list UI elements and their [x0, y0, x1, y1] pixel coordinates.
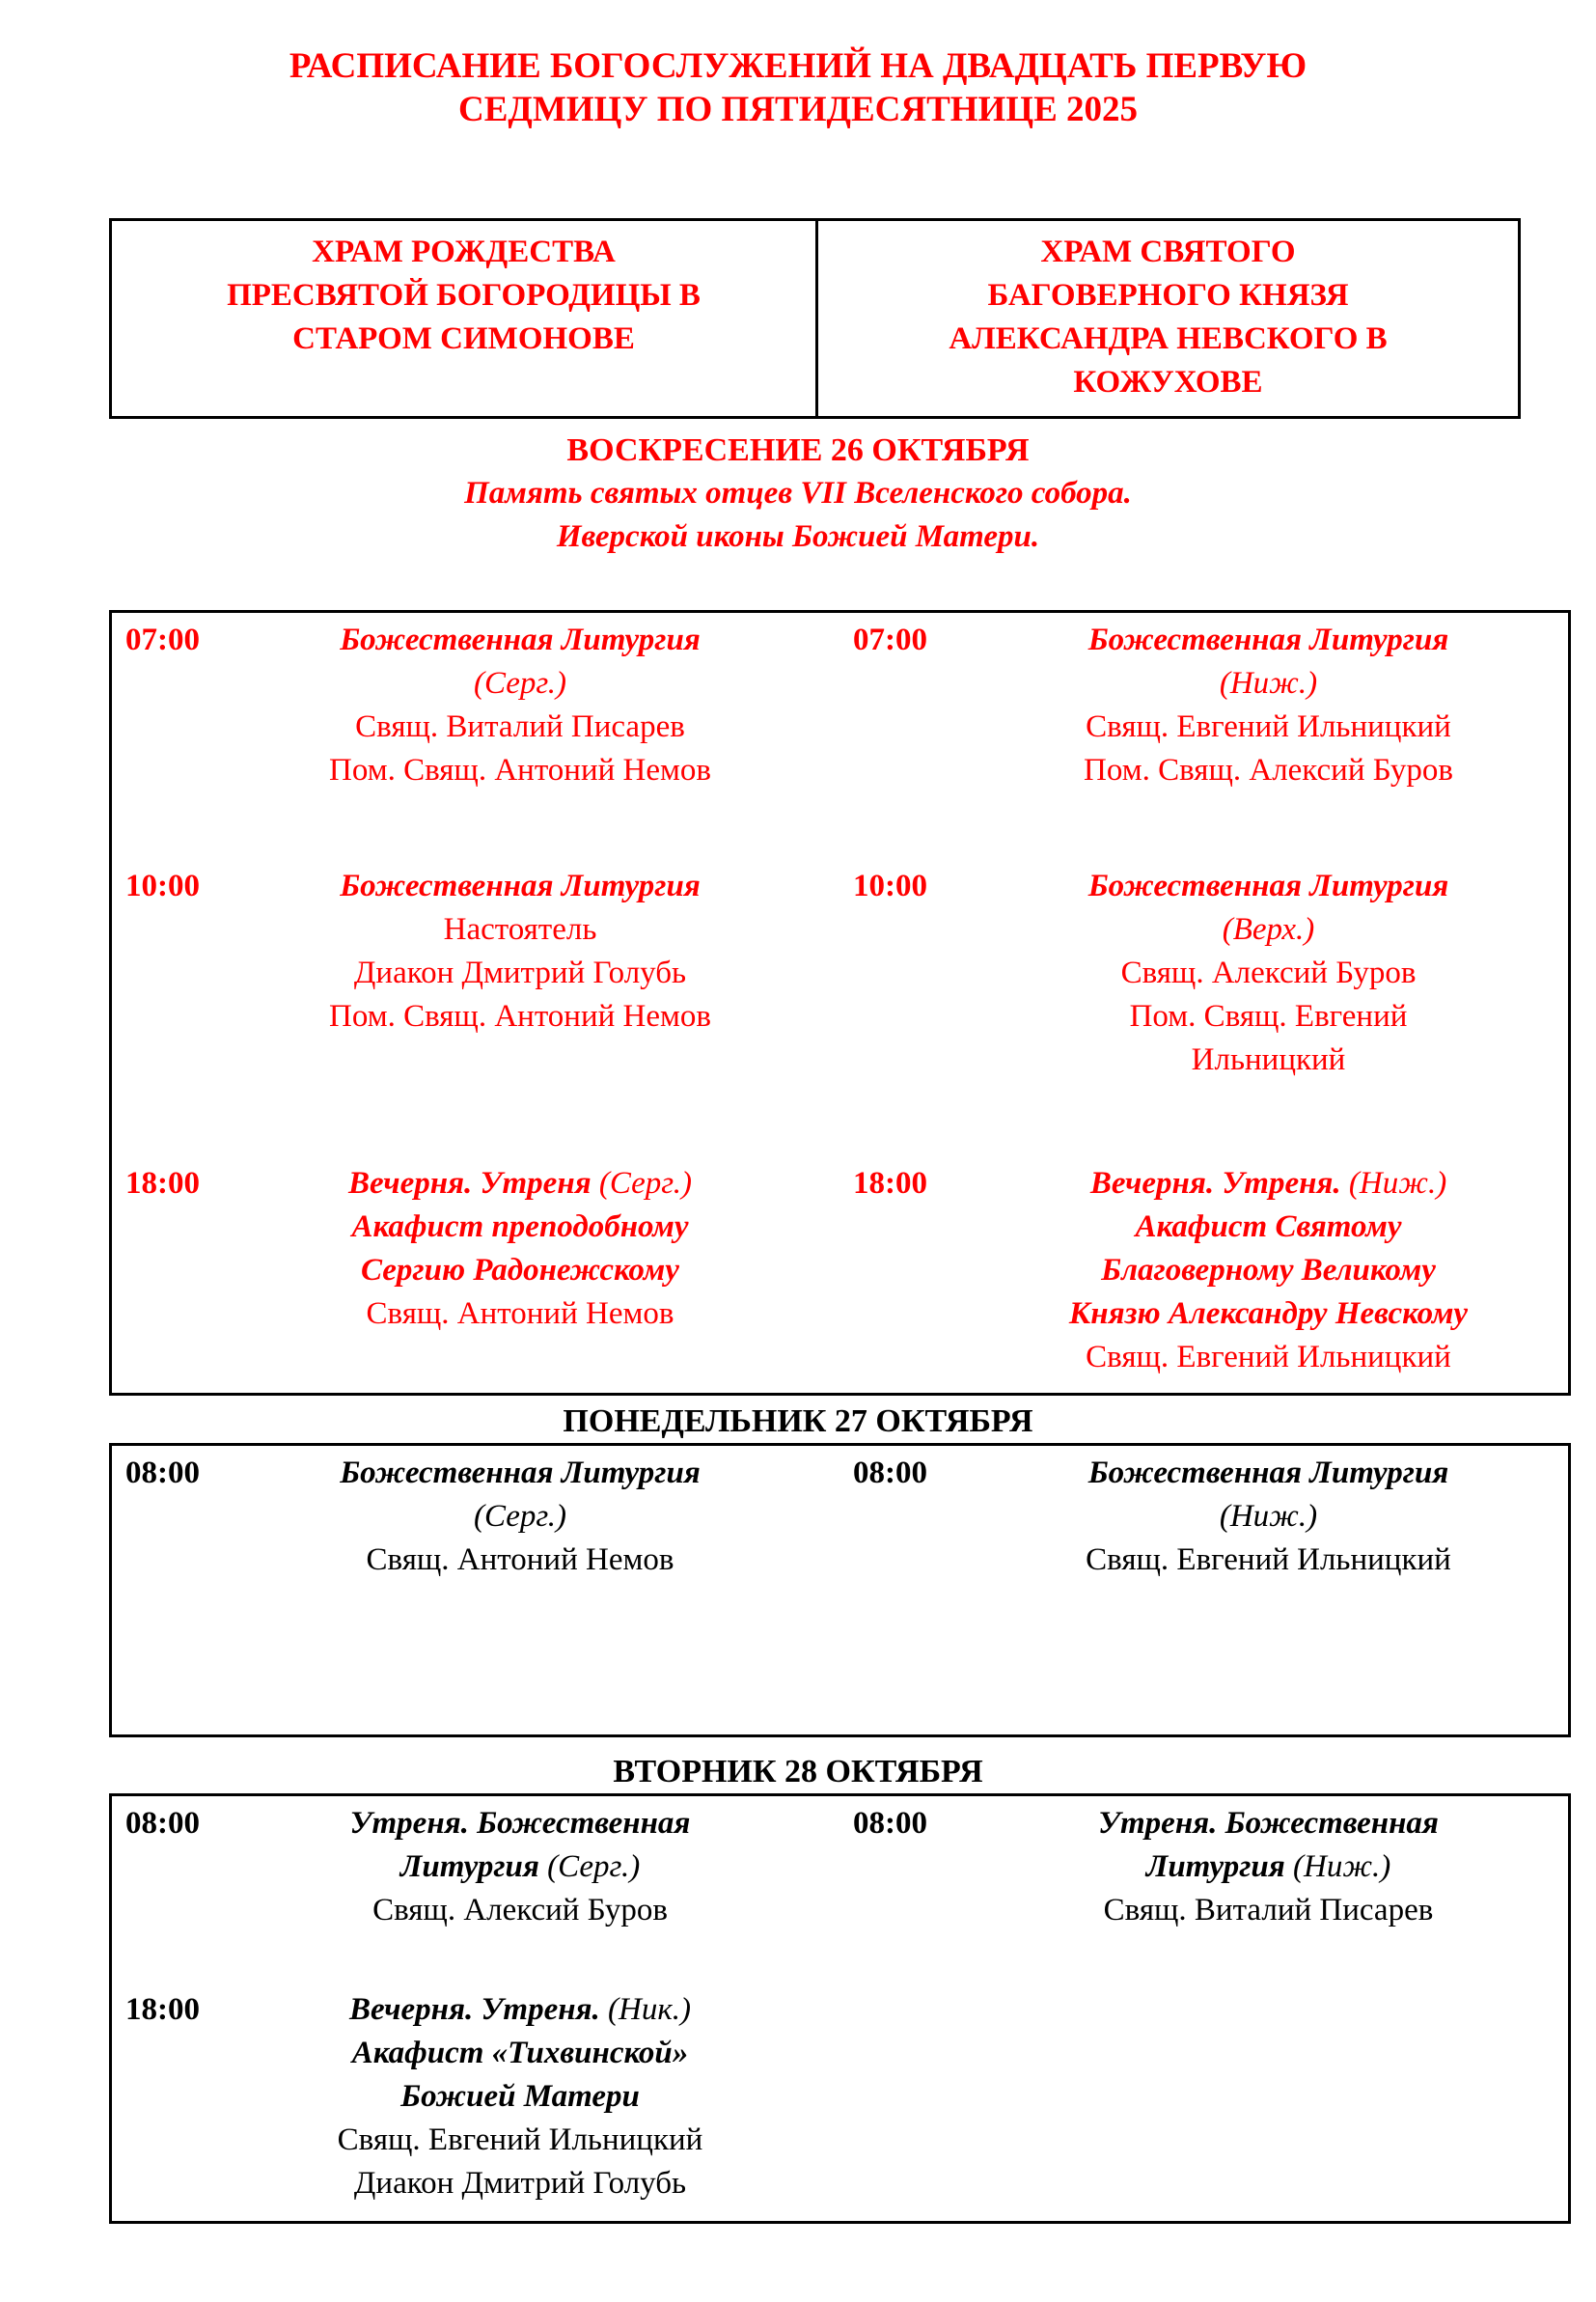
schedule-entry	[969, 619, 1568, 865]
schedule-row	[112, 1988, 1568, 2221]
clergy-line: Диакон Дмитрий Голубь	[353, 956, 687, 990]
feast-note-line-2: Иверской иконы Божией Матери.	[556, 519, 1040, 554]
clergy-line: Свящ. Евгений Ильницкий	[337, 2122, 703, 2157]
service-title-line: Акафист преподобному	[351, 1209, 689, 1244]
service-title-line	[969, 1845, 1568, 1889]
service-title: Вечерня. Утреня.	[1089, 1166, 1341, 1201]
service-title-line: Благоверному Великому	[1101, 1253, 1436, 1288]
church-abbrev: (Ниж.)	[1284, 1849, 1391, 1884]
clergy-line: Пом. Свящ. Алексий Буров	[1084, 753, 1453, 788]
church-name-right	[818, 221, 1518, 416]
clergy-line: Свящ. Антоний Немов	[366, 1296, 674, 1331]
service-title-line	[969, 1162, 1568, 1206]
schedule-table-monday	[109, 1443, 1571, 1737]
schedule-row	[112, 1452, 1568, 1582]
clergy-line: Диакон Дмитрий Голубь	[353, 2166, 687, 2201]
service-title-line: Князю Александру Невскому	[1068, 1296, 1469, 1331]
clergy-line: Свящ. Алексий Буров	[1120, 956, 1417, 990]
schedule-entry	[226, 1452, 814, 1582]
church-left-line: СТАРОМ СИМОНОВЕ	[292, 321, 635, 356]
church-abbrev-line: (Серг.)	[473, 666, 567, 701]
schedule-table-sunday	[109, 610, 1571, 1396]
schedule-entry	[969, 1452, 1568, 1582]
clergy-line: Пом. Свящ. Антоний Немов	[329, 999, 711, 1034]
day-heading-monday: ПОНЕДЕЛЬНИК 27 ОКТЯБРЯ	[563, 1403, 1033, 1439]
church-header-table	[109, 218, 1521, 419]
service-title-line: Божественная Литургия	[340, 1456, 701, 1490]
service-title-line: Божественная Литургия	[1087, 623, 1449, 657]
clergy-line: Ильницкий	[1191, 1042, 1346, 1077]
service-title-line	[226, 1845, 814, 1889]
clergy-line: Свящ. Евгений Ильницкий	[1086, 709, 1451, 744]
church-abbrev: (Серг.)	[591, 1166, 692, 1201]
time-cell: 10:00	[125, 869, 200, 903]
service-title: Вечерня. Утреня.	[348, 1992, 600, 2027]
time-cell: 07:00	[125, 623, 200, 657]
time-cell: 10:00	[853, 869, 927, 903]
service-title-line: Утреня. Божественная	[1098, 1806, 1439, 1841]
time-cell: 08:00	[853, 1806, 927, 1841]
clergy-line: Настоятель	[443, 912, 597, 947]
church-abbrev-line: (Серг.)	[473, 1499, 567, 1534]
service-title-line: Божией Матери	[400, 2079, 640, 2114]
service-title: Литургия	[1145, 1849, 1285, 1884]
clergy-line: Свящ. Алексий Буров	[372, 1893, 668, 1928]
service-title-line: Утреня. Божественная	[349, 1806, 691, 1841]
church-abbrev-line: (Ниж.)	[1219, 666, 1318, 701]
church-name-left	[112, 221, 818, 416]
schedule-row	[112, 619, 1568, 865]
time-cell: 18:00	[125, 1166, 200, 1201]
clergy-line: Свящ. Евгений Ильницкий	[1086, 1542, 1451, 1577]
church-right-line: АЛЕКСАНДРА НЕВСКОГО В	[949, 321, 1388, 356]
schedule-table-tuesday	[109, 1793, 1571, 2224]
church-left-line: ПРЕСВЯТОЙ БОГОРОДИЦЫ В	[227, 278, 701, 313]
schedule-entry	[226, 865, 814, 1162]
schedule-entry	[969, 1802, 1568, 1988]
clergy-line: Пом. Свящ. Евгений	[1129, 999, 1408, 1034]
service-title-line	[226, 1162, 814, 1206]
clergy-line: Свящ. Антоний Немов	[366, 1542, 674, 1577]
time-cell: 07:00	[853, 623, 927, 657]
time-cell-empty	[814, 1988, 969, 2205]
clergy-line: Свящ. Евгений Ильницкий	[1086, 1340, 1451, 1374]
church-abbrev-line: (Ниж.)	[1219, 1499, 1318, 1534]
schedule-entry	[226, 619, 814, 865]
church-abbrev: (Серг.)	[538, 1849, 641, 1884]
church-right-line: КОЖУХОВЕ	[1073, 365, 1263, 400]
time-cell: 18:00	[125, 1992, 200, 2027]
service-title-line: Акафист «Тихвинской»	[351, 2036, 689, 2070]
church-abbrev-line: (Верх.)	[1222, 912, 1315, 947]
church-abbrev: (Ниж.)	[1340, 1166, 1447, 1201]
clergy-line: Пом. Свящ. Антоний Немов	[329, 753, 711, 788]
service-title-line: Божественная Литургия	[1087, 869, 1449, 903]
feast-note-line-1: Память святых отцев VII Вселенского собора.	[464, 476, 1132, 511]
schedule-row	[112, 1162, 1568, 1393]
schedule-row	[112, 1802, 1568, 1988]
service-title-line: Сергию Радонежскому	[361, 1253, 679, 1288]
time-cell: 08:00	[853, 1456, 927, 1490]
schedule-entry	[226, 1988, 814, 2205]
page-title-line-1: РАСПИСАНИЕ БОГОСЛУЖЕНИЙ НА ДВАДЦАТЬ ПЕРВУЮ	[289, 46, 1307, 86]
day-heading-tuesday: ВТОРНИК 28 ОКТЯБРЯ	[613, 1754, 983, 1789]
church-right-line: БАГОВЕРНОГО КНЯЗЯ	[987, 278, 1349, 313]
schedule-entry	[969, 865, 1568, 1162]
time-cell: 08:00	[125, 1806, 200, 1841]
church-left-line: ХРАМ РОЖДЕСТВА	[312, 235, 616, 269]
time-cell: 18:00	[853, 1166, 927, 1201]
schedule-entry	[226, 1802, 814, 1988]
service-title-line: Божественная Литургия	[1087, 1456, 1449, 1490]
church-right-line: ХРАМ СВЯТОГО	[1040, 235, 1296, 269]
day-heading-sunday: ВОСКРЕСЕНИЕ 26 ОКТЯБРЯ	[566, 432, 1030, 468]
service-title-line: Божественная Литургия	[340, 623, 701, 657]
church-abbrev: (Ник.)	[599, 1992, 692, 2027]
service-title: Вечерня. Утреня	[348, 1166, 592, 1201]
clergy-line: Свящ. Виталий Писарев	[355, 709, 685, 744]
schedule-entry-empty	[969, 1988, 1568, 2205]
page-title-line-2: СЕДМИЦУ ПО ПЯТИДЕСЯТНИЦЕ 2025	[457, 90, 1139, 129]
schedule-row	[112, 865, 1568, 1162]
service-title-line: Божественная Литургия	[340, 869, 701, 903]
service-title-line	[226, 1988, 814, 2032]
page-title	[0, 44, 1596, 131]
service-title-line: Акафист Святому	[1135, 1209, 1402, 1244]
schedule-entry	[226, 1162, 814, 1379]
document-page	[0, 44, 1596, 2302]
clergy-line: Свящ. Виталий Писарев	[1103, 1893, 1434, 1928]
service-title: Литургия	[399, 1849, 539, 1884]
time-cell: 08:00	[125, 1456, 200, 1490]
schedule-entry	[969, 1162, 1568, 1379]
